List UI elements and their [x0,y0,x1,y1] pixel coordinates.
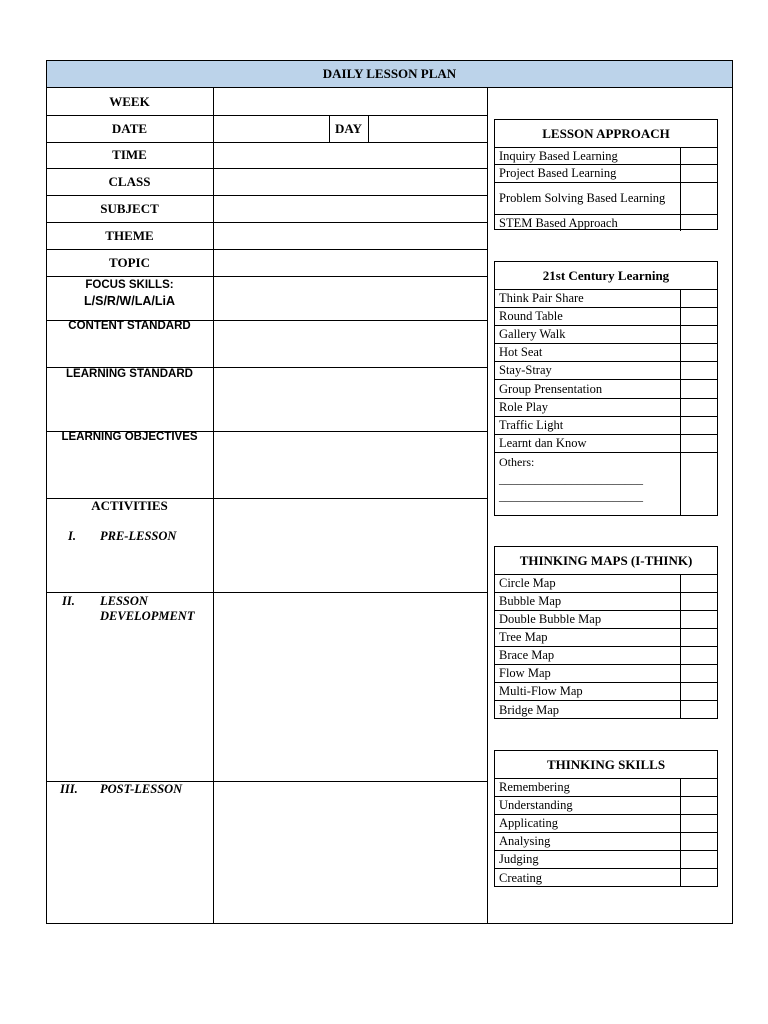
thinking-maps-panel [494,546,718,719]
tick-box[interactable] [680,593,717,610]
tick-box[interactable] [680,833,717,850]
topic-label: TOPIC [109,254,150,270]
list-item [495,326,717,344]
week-label: WEEK [109,93,150,109]
page-title: DAILY LESSON PLAN [46,60,733,88]
list-item [495,833,717,851]
others-cell [495,453,680,515]
list-item-label: Hot Seat [499,345,543,359]
focus-skills-field[interactable] [214,277,486,319]
pre-lesson-label: PRE-LESSON [100,529,177,543]
list-item [495,593,717,611]
tick-box[interactable] [680,417,717,434]
list-item-label: Inquiry Based Learning [499,148,618,163]
tick-box[interactable] [680,380,717,398]
learning-standard-field[interactable] [214,368,486,430]
focus-skills-line-2: L/S/R/W/LA/LiA [84,294,175,308]
list-item-label: Double Bubble Map [499,612,602,626]
list-item-label: Learnt dan Know [499,436,587,450]
tick-box[interactable] [680,290,717,307]
post-lesson-label: POST-LESSON [100,782,183,796]
week-field[interactable] [214,89,486,114]
list-item-label: Analysing [499,834,551,848]
tick-box[interactable] [680,215,717,231]
tick-box[interactable] [680,665,717,682]
content-standard-label: CONTENT STANDARD [68,320,191,332]
list-item-label: Traffic Light [499,418,564,432]
day-field[interactable] [369,116,486,141]
tick-box[interactable] [680,308,717,325]
list-item-label: Round Table [499,309,563,323]
tick-box[interactable] [680,435,717,452]
class-label: CLASS [108,173,151,189]
list-item-label: Tree Map [499,630,548,644]
tick-box[interactable] [680,869,717,887]
list-item-label: Circle Map [499,576,556,590]
list-item-label: Applicating [499,816,559,830]
learning-objectives-label: LEARNING OBJECTIVES [61,431,198,443]
tick-box[interactable] [680,683,717,700]
list-item [495,683,717,701]
list-item-label: Multi-Flow Map [499,684,583,698]
tick-box[interactable] [680,575,717,592]
subject-field[interactable] [214,196,486,221]
focus-skills-label [46,277,213,319]
tick-box[interactable] [680,851,717,868]
class-field[interactable] [214,169,486,194]
pre-lesson-field[interactable] [214,499,486,591]
list-item-label: STEM Based Approach [499,215,618,230]
list-item-label: Stay-Stray [499,363,552,377]
lesson-development-field[interactable] [214,593,486,780]
learning-standard-label: LEARNING STANDARD [66,368,193,380]
others-blank-line-1[interactable]: ________________________ [499,472,643,486]
list-item [495,435,717,453]
century-learning-title: 21st Century Learning [495,262,717,290]
thinking-skills-panel [494,750,718,887]
tick-box[interactable] [680,165,717,182]
list-item-label: Remembering [499,780,570,794]
list-item [495,399,717,417]
list-item [495,851,717,869]
list-item-label: Understanding [499,798,573,812]
list-item [495,797,717,815]
list-item [495,629,717,647]
list-item-label: Project Based Learning [499,166,617,180]
tick-box[interactable] [680,701,717,719]
list-item-label: Bridge Map [499,702,560,717]
date-field[interactable] [214,116,328,141]
tick-box[interactable] [680,453,717,515]
others-label: Others: [499,455,535,469]
list-item [495,779,717,797]
content-standard-field[interactable] [214,321,486,366]
tick-box[interactable] [680,399,717,416]
post-lesson-field[interactable] [214,782,486,922]
list-item [495,183,717,215]
tick-box[interactable] [680,647,717,664]
post-lesson-numeral: III. [60,782,78,796]
list-item [495,869,717,887]
list-item-label: Problem Solving Based Learning [499,191,666,205]
list-item [495,611,717,629]
lesson-approach-panel [494,119,718,230]
list-item [495,815,717,833]
tick-box[interactable] [680,815,717,832]
list-item [495,215,717,231]
list-item [495,362,717,380]
lesson-development-numeral: II. [62,594,75,608]
list-item-label: Judging [499,852,539,866]
list-item [495,701,717,719]
century-learning-panel [494,261,718,516]
pre-lesson-numeral: I. [68,529,76,543]
time-label: TIME [112,147,147,162]
list-item [495,647,717,665]
list-item-label: Brace Map [499,648,555,662]
day-label: DAY [335,120,362,136]
topic-field[interactable] [214,250,486,275]
list-item [495,575,717,593]
tick-box[interactable] [680,148,717,164]
tick-box[interactable] [680,797,717,814]
others-blank-line-2[interactable]: ________________________ [499,489,643,503]
tick-box[interactable] [680,326,717,343]
list-item [495,165,717,183]
list-item [495,417,717,435]
list-item-label: Group Prensentation [499,381,603,396]
focus-skills-line-1: FOCUS SKILLS: [85,279,174,291]
list-item [495,344,717,362]
others-row [495,453,717,515]
date-label: DATE [111,120,148,136]
list-item [495,148,717,165]
lesson-approach-title: LESSON APPROACH [495,120,717,148]
side-column-divider [487,88,488,924]
thinking-skills-title: THINKING SKILLS [495,751,717,779]
lesson-development-label-1: LESSON [100,594,148,608]
lesson-development-label-2: DEVELOPMENT [100,609,195,623]
subject-label: SUBJECT [100,200,159,216]
time-field[interactable] [214,143,486,167]
learning-objectives-field[interactable] [214,432,486,497]
tick-box[interactable] [680,183,717,214]
list-item [495,290,717,308]
list-item [495,665,717,683]
list-item [495,308,717,326]
list-item-label: Role Play [499,400,548,414]
list-item-label: Bubble Map [499,594,562,608]
tick-box[interactable] [680,362,717,379]
theme-field[interactable] [214,223,486,248]
list-item-label: Creating [499,870,543,885]
list-item-label: Think Pair Share [499,291,584,305]
list-item-label: Gallery Walk [499,327,566,341]
list-item [495,380,717,399]
list-item-label: Flow Map [499,666,551,680]
tick-box[interactable] [680,779,717,796]
theme-label: THEME [105,227,154,243]
thinking-maps-title: THINKING MAPS (I-THINK) [495,547,717,575]
tick-box[interactable] [680,629,717,646]
tick-box[interactable] [680,611,717,628]
activities-heading: ACTIVITIES [91,498,168,513]
tick-box[interactable] [680,344,717,361]
